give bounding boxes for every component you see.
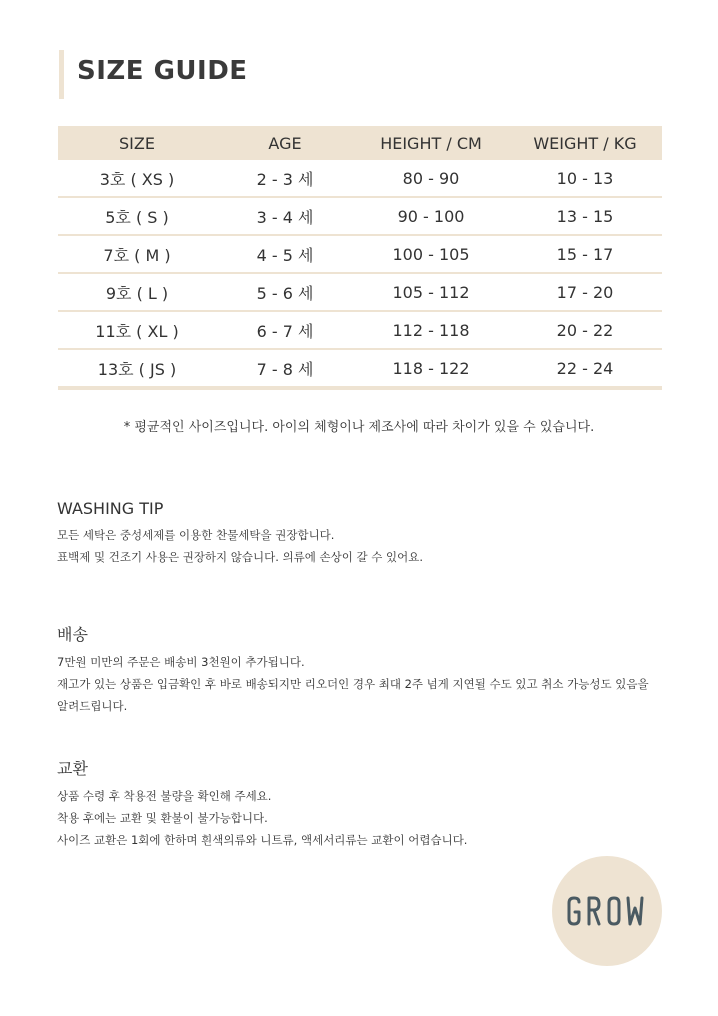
washing-tip-section [57, 499, 423, 568]
weight-cell: 17 - 20 [556, 282, 614, 302]
header-size: SIZE [119, 133, 155, 153]
age-cell: 6 - 7 세 [256, 321, 314, 341]
exchange-line: 상품 수령 후 착용전 불량을 확인해 주세요. [57, 789, 272, 803]
weight-cell: 20 - 22 [556, 320, 614, 340]
height-cell: 105 - 112 [392, 282, 470, 302]
size-cell: 13호 ( JS ) [97, 359, 177, 379]
height-cell: 80 - 90 [402, 168, 460, 188]
size-table-header [58, 126, 662, 160]
size-cell: 3호 ( XS ) [99, 169, 175, 189]
height-cell: 112 - 118 [392, 320, 470, 340]
exchange-section [57, 756, 467, 851]
table-row [58, 312, 662, 350]
age-cell: 4 - 5 세 [256, 245, 314, 265]
page-title: SIZE GUIDE [77, 56, 248, 86]
size-cell: 5호 ( S ) [105, 207, 169, 227]
washing-tip-line: 모든 세탁은 중성세제를 이용한 찬물세탁을 권장합니다. [57, 528, 335, 542]
weight-cell: 13 - 15 [556, 206, 614, 226]
size-note: * 평균적인 사이즈입니다. 아이의 체형이나 제조사에 따라 차이가 있을 수 있습니다. [123, 420, 595, 435]
title-accent-bar [59, 50, 64, 99]
shipping-line: 알려드립니다. [57, 699, 128, 713]
shipping-section [57, 622, 649, 717]
header-height: HEIGHT / CM [380, 133, 482, 153]
washing-tip-line: 표백제 및 건조기 사용은 권장하지 않습니다. 의류에 손상이 갈 수 있어요. [57, 550, 424, 564]
table-row [58, 350, 662, 390]
age-cell: 2 - 3 세 [256, 169, 314, 189]
height-cell: 100 - 105 [392, 244, 470, 264]
exchange-heading: 교환 [57, 759, 88, 778]
shipping-line: 7만원 미만의 주문은 배송비 3천원이 추가됩니다. [57, 655, 305, 669]
age-cell: 3 - 4 세 [256, 207, 314, 227]
header-weight: WEIGHT / KG [533, 133, 637, 153]
age-cell: 7 - 8 세 [256, 359, 314, 379]
washing-tip-heading: WASHING TIP [57, 499, 164, 518]
size-cell: 9호 ( L ) [105, 283, 169, 303]
age-cell: 5 - 6 세 [256, 283, 314, 303]
weight-cell: 10 - 13 [556, 168, 614, 188]
table-row [58, 274, 662, 312]
table-row [58, 160, 662, 198]
exchange-line: 착용 후에는 교환 및 환불이 불가능합니다. [57, 811, 268, 825]
shipping-heading: 배송 [57, 625, 88, 644]
height-cell: 118 - 122 [392, 358, 470, 378]
weight-cell: 15 - 17 [556, 244, 614, 264]
grow-logo-mark [565, 894, 649, 928]
size-table [58, 126, 662, 390]
size-cell: 11호 ( XL ) [95, 321, 179, 341]
size-cell: 7호 ( M ) [103, 245, 171, 265]
exchange-line: 사이즈 교환은 1회에 한하며 흰색의류와 니트류, 액세서리류는 교환이 어렵습니다. [57, 833, 468, 847]
shipping-line: 재고가 있는 상품은 입금확인 후 바로 배송되지만 리오더인 경우 최대 2주 넘게 지연될 수도 있고 취소 가능성도 있음을 [57, 677, 649, 691]
weight-cell: 22 - 24 [556, 358, 614, 378]
table-row [58, 236, 662, 274]
height-cell: 90 - 100 [397, 206, 465, 226]
grow-logo [552, 856, 662, 966]
header-age: AGE [268, 133, 302, 153]
table-row [58, 198, 662, 236]
